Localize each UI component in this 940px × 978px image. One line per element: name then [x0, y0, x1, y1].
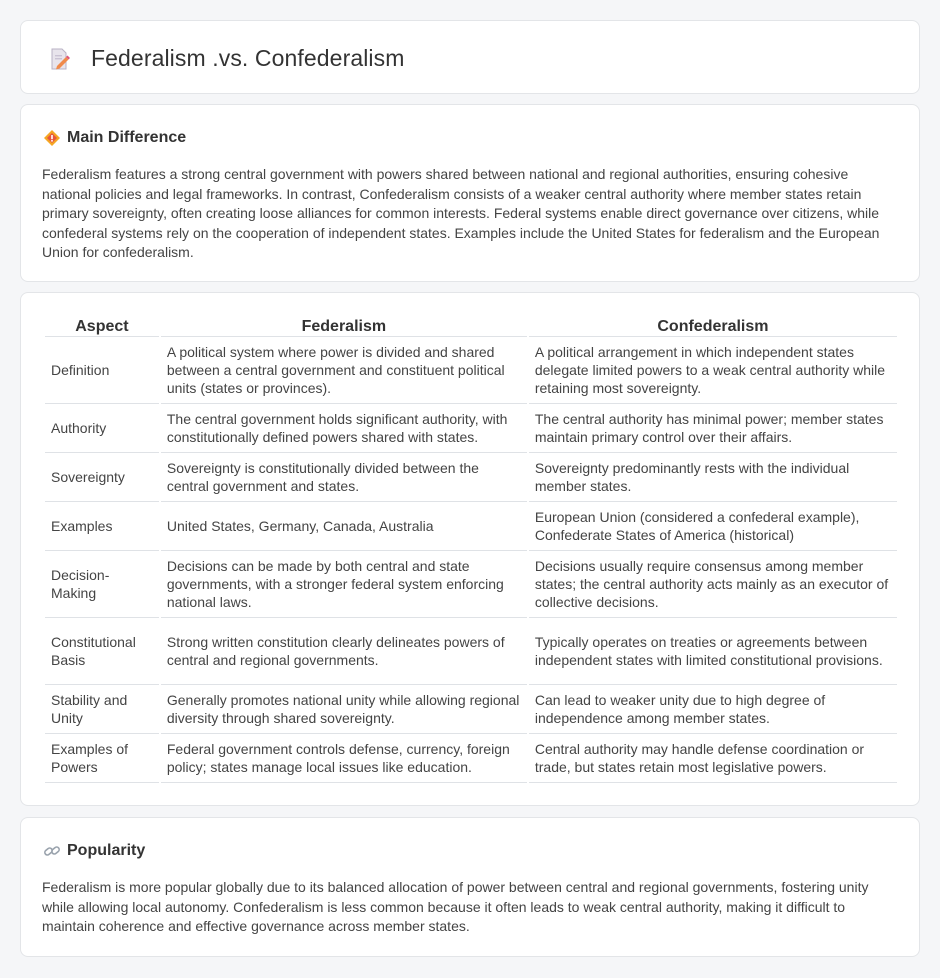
popularity-heading	[43, 842, 145, 860]
header-federalism: Federalism	[161, 317, 527, 337]
row-federalism: The central government holds significant authority, with constitutionally defined powers shared with states.	[161, 404, 527, 453]
row-confederalism: European Union (considered a confederal example), Confederate States of America (historical)	[529, 502, 897, 551]
row-federalism: A political system where power is divided and shared between a central government and constituent political units (states or provinces).	[161, 337, 527, 404]
row-aspect: Examples of Powers	[45, 734, 159, 783]
row-aspect: Decision-Making	[45, 551, 159, 618]
row-confederalism: Can lead to weaker unity due to high degree of independence among member states.	[529, 685, 897, 734]
row-federalism: Federal government controls defense, currency, foreign policy; states manage local issues like education.	[161, 734, 527, 783]
comparison-table	[43, 317, 899, 783]
row-confederalism: Typically operates on treaties or agreements between independent states with limited constitutional provisions.	[529, 618, 897, 685]
row-aspect: Stability and Unity	[45, 685, 159, 734]
row-confederalism: The central authority has minimal power; member states maintain primary control over their affairs.	[529, 404, 897, 453]
table-row	[45, 502, 897, 551]
row-aspect: Sovereignty	[45, 453, 159, 502]
diamond-icon	[43, 129, 61, 147]
row-aspect: Authority	[45, 404, 159, 453]
row-confederalism: A political arrangement in which independent states delegate limited powers to a weak central authority while retaining most sovereignty.	[529, 337, 897, 404]
comparison-card	[20, 292, 920, 806]
row-aspect: Definition	[45, 337, 159, 404]
row-aspect: Constitutional Basis	[45, 618, 159, 685]
main-difference-card	[20, 104, 920, 282]
page-title: Federalism .vs. Confederalism	[91, 45, 405, 71]
table-row	[45, 404, 897, 453]
main-difference-text: Federalism features a strong central government with powers shared between national and regional authorities, ensuring cohesive national policies and legal frameworks. In contrast, Confederalism consists of a weaker central authority where member states retain primary sovereignty, often creating loose alliances for common interests. Federal systems enable direct governance over citizens, while confederal systems rely on the cooperation of independent states. Examples include the United States for federalism and the European Union for confederalism.	[42, 166, 880, 261]
table-row	[45, 453, 897, 502]
row-federalism: Generally promotes national unity while allowing regional diversity through shared sovereignty.	[161, 685, 527, 734]
table-row	[45, 618, 897, 685]
row-federalism: United States, Germany, Canada, Australia	[161, 502, 527, 551]
header-confederalism: Confederalism	[529, 317, 897, 337]
document-pencil-icon	[47, 47, 71, 71]
main-difference-heading	[43, 129, 186, 147]
row-federalism: Strong written constitution clearly delineates powers of central and regional governments.	[161, 618, 527, 685]
row-confederalism: Central authority may handle defense coordination or trade, but states retain most legislative powers.	[529, 734, 897, 783]
table-row	[45, 551, 897, 618]
popularity-title: Popularity	[67, 842, 146, 859]
header-aspect: Aspect	[45, 317, 159, 337]
main-difference-title: Main Difference	[67, 129, 187, 146]
row-confederalism: Sovereignty predominantly rests with the individual member states.	[529, 453, 897, 502]
row-federalism: Decisions can be made by both central and state governments, with a stronger federal system enforcing national laws.	[161, 551, 527, 618]
link-icon	[43, 842, 61, 860]
title-row	[47, 45, 405, 72]
table-row	[45, 734, 897, 783]
popularity-text: Federalism is more popular globally due to its balanced allocation of power between central and regional governments, fostering unity while allowing local autonomy. Confederalism is less common because it often leads to weak central authority, making it difficult to maintain coherence and effective governance across member states.	[42, 879, 869, 935]
row-aspect: Examples	[45, 502, 159, 551]
table-row	[45, 337, 897, 404]
table-header-row	[45, 317, 897, 337]
table-row	[45, 685, 897, 734]
row-federalism: Sovereignty is constitutionally divided between the central government and states.	[161, 453, 527, 502]
popularity-card	[20, 817, 920, 957]
row-confederalism: Decisions usually require consensus among member states; the central authority acts mainly as an executor of collective decisions.	[529, 551, 897, 618]
title-card	[20, 20, 920, 94]
